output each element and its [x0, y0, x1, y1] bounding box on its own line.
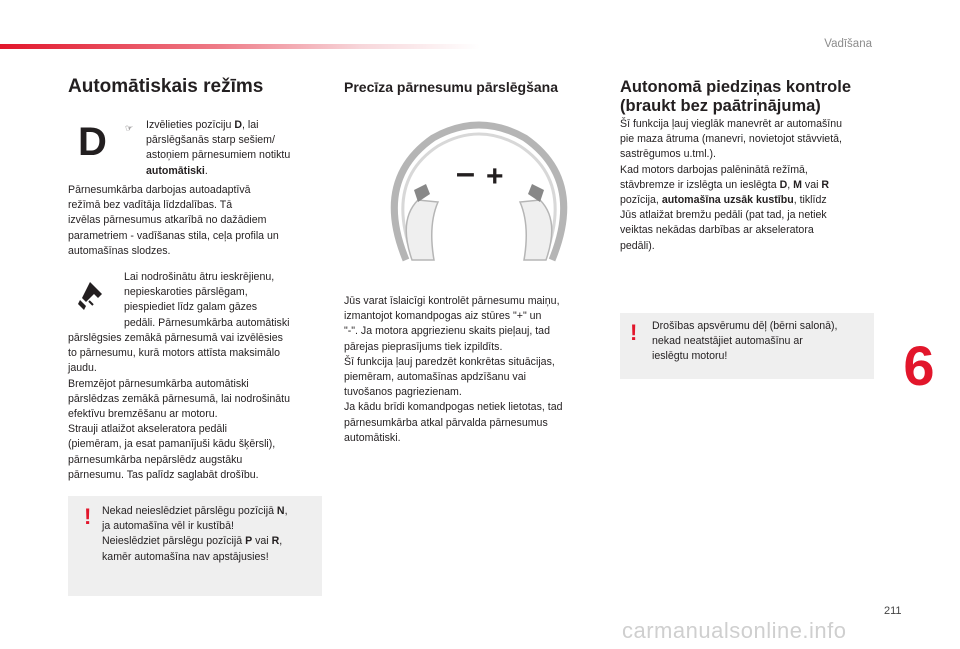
chapter-number: 6: [903, 334, 935, 397]
gear-d-symbol: D: [78, 120, 107, 164]
kickdown-paragraph-rest: pārslēgsies zemākā pārnesumā vai izvēlēsies to pārnesumu, kurā motors attīsta maksimālo jaudu. Bremzējot pārnesumkārba automātiski pārslēdzas zemākā pārnesumā, lai nodrošinātu efektīvu bremzēšanu ar motoru. Strauji atlaižot akseleratora pedāli (piemēram, ja esat pamanījuši kādu šķērsli), pārnesumkārba nepārslēdz augstāku pārnesumu. Tas palīdz saglabāt drošību.: [68, 332, 291, 481]
adaptive-paragraph: Pārnesumkārba darbojas autoadaptīvā režīmā bez vadītāja līdzdalības. Tā izvēlas pārnesumus atkarībā no dažādiem parametriem - vadīšanas stila, ceļa profila un automašīnas slodzes.: [68, 184, 279, 257]
pointer-arrow-icon: ☞: [125, 123, 134, 133]
kickdown-paragraph-start: Lai nodrošinātu ātru ieskrējienu, nepieskaroties pārslēgam, piespiediet līdz galam gāzes pedāli. Pārnesumkārba automātiski: [124, 271, 290, 329]
header-accent-bar: [0, 44, 480, 49]
neutral-warning-text: Nekad neieslēdziet pārslēgu pozīcijā N, ja automašīna vēl ir kustībā! Neieslēdziet pārslēgu pozīcijā P vai R, kamēr automašīna nav apstājusies!: [102, 505, 288, 563]
precise-shift-title: Precīza pārnesumu pārslēgšana: [344, 79, 558, 95]
exclamation-icon: !: [84, 504, 92, 529]
creep-paragraph: Šī funkcija ļauj vieglāk manevrēt ar automašīnu pie maza ātruma (manevri, novietojot stāvvietā, sastrēgumos u.tml.). Kad motors darbojas palēninātā režīmā, stāvbremze ir izslēgta un ieslēgta D, M vai R pozīcija, automašīna uzsāk kustību, tiklīdz Jūs atlaižat bremžu pedāli (pat tad, ja netiek veiktas nekādas darbības ar akseleratora pedāli).: [620, 118, 842, 252]
section-title: Vadīšana: [824, 38, 872, 50]
automatic-mode-title: Automātiskais režīms: [68, 76, 264, 97]
neutral-warning-box: [68, 496, 322, 596]
watermark: carmanualsonline.info: [622, 618, 847, 643]
steering-wheel-paddles-icon: [378, 110, 580, 280]
creep-function-title: Autonomā piedziņas kontrole (braukt bez paātrinājuma): [620, 78, 852, 115]
step-select-d: Izvēlieties pozīciju D, lai pārslēgšanās starp sešiem/ astoņiem pārnesumiem notiktu automātiski.: [146, 119, 291, 177]
child-safety-warning-box: [620, 313, 874, 379]
minus-paddle-label: –: [456, 154, 475, 192]
child-safety-warning-text: Drošības apsvērumu dēļ (bērni salonā), nekad neatstājiet automašīnu ar ieslēgtu motoru!: [652, 320, 838, 363]
page-number: 211: [884, 605, 902, 617]
foot-on-pedal-icon: [76, 280, 106, 312]
exclamation-icon: !: [630, 320, 638, 345]
plus-paddle-label: +: [486, 160, 504, 193]
paddles-paragraph: Jūs varat īslaicīgi kontrolēt pārnesumu maiņu, izmantojot komandpogas aiz stūres "+" un "-". Ja motora apgriezienu skaits pieļauj, tad pārejas pieprasījums tiek izpildīts. Šī funkcija ļauj paredzēt konkrētas situācijas, piemēram, automašīnas apdzīšanu vai tuvošanos pagriezienam. Ja kādu brīdi komandpogas netiek lietotas, tad pārnesumkārba atkal pārvalda pārnesumus automātiski.: [344, 295, 563, 444]
